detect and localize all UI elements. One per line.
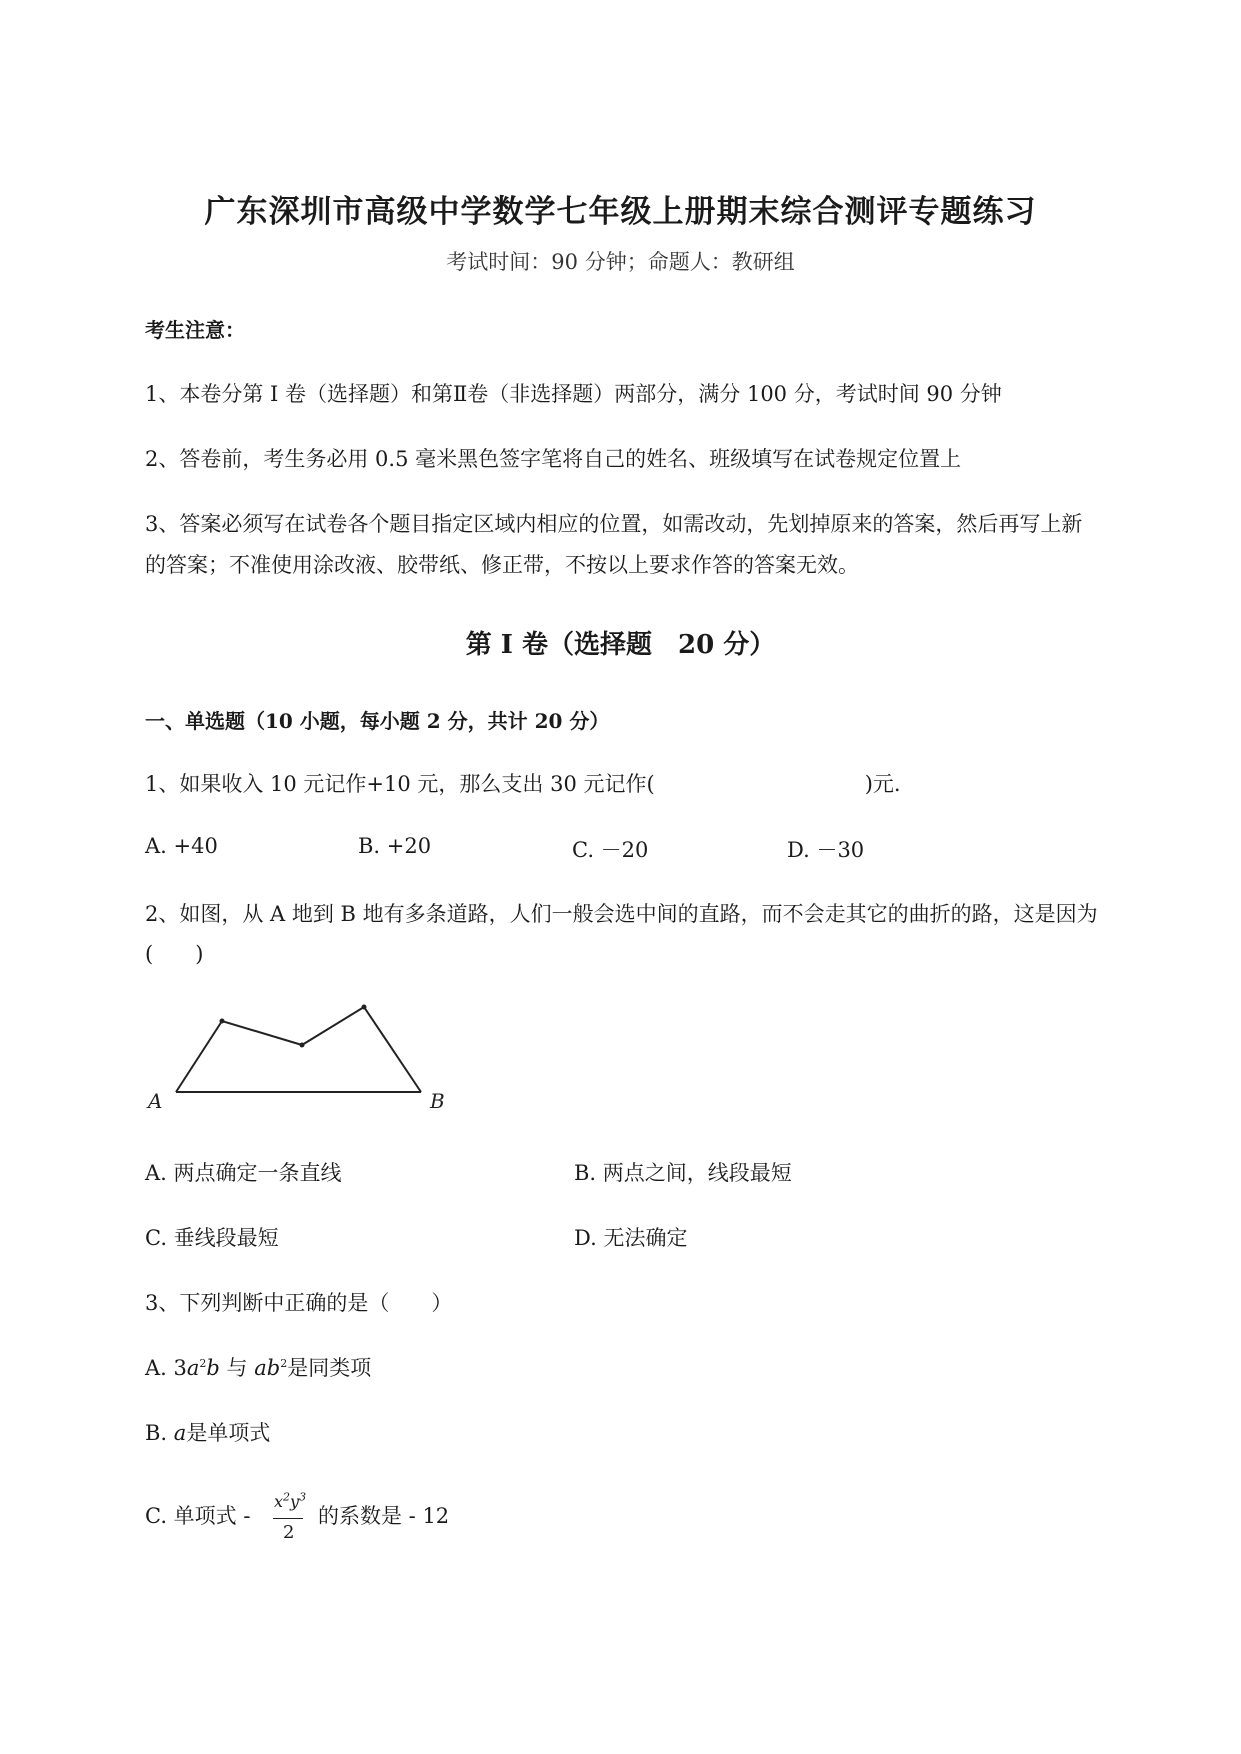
notice-item-2: 2、答卷前，考生务必用 0.5 毫米黑色签字笔将自己的姓名、班级填写在试卷规定位置上 (145, 447, 962, 471)
notice-item-3: 3、答案必须写在试卷各个题目指定区域内相应的位置，如需改动，先划掉原来的答案，然后再写上新 (145, 512, 1083, 536)
fraction-numerator: $x^2y^3$ (274, 1490, 307, 1511)
section-title: 第 I 卷（选择题 20 分） (465, 630, 776, 660)
q3-a-mid: 与 (219, 1356, 255, 1380)
q2-option-a: A. 两点确定一条直线 (145, 1161, 342, 1185)
path-vertex (220, 1019, 225, 1024)
fraction-bar (273, 1518, 303, 1519)
path-vertex (362, 1005, 367, 1010)
q1-option-a: A. +40 (145, 834, 218, 858)
winding-path (176, 1007, 421, 1092)
part-heading: 一、单选题（10 小题，每小题 2 分，共计 20 分） (145, 709, 610, 733)
q1-option-b: B. +20 (358, 834, 432, 858)
q2-stem-paren: ( ) (145, 942, 204, 966)
q2-route-figure (140, 996, 460, 1116)
q3-stem: 3、下列判断中正确的是（ ） (145, 1291, 453, 1315)
q3-option-a (145, 1352, 371, 1382)
q3-a-term-ab: ab (254, 1356, 281, 1380)
q2-option-c: C. 垂线段最短 (145, 1226, 279, 1250)
q3-a-exp2: 2 (280, 1357, 288, 1370)
q3-b-prefix: B. (145, 1421, 174, 1445)
exam-subtitle: 考试时间：90 分钟；命题人：教研组 (446, 250, 795, 274)
q3-a-prefix: A. 3 (145, 1356, 187, 1380)
q3-a-var-a: a (186, 1356, 200, 1380)
q3-b-var-a: a (173, 1421, 187, 1445)
notice-item-3-continued: 的答案；不准使用涂改液、胶带纸、修正带，不按以上要求作答的答案无效。 (145, 553, 859, 577)
q3-option-b (145, 1417, 270, 1447)
point-b-label: B (430, 1089, 445, 1113)
fraction-denominator: 2 (283, 1522, 295, 1543)
q3-b-suffix: 是单项式 (186, 1421, 271, 1445)
q1-option-c: C. －20 (572, 838, 649, 862)
q2-option-d: D. 无法确定 (574, 1226, 688, 1250)
q3-option-c-prefix: C. 单项式 - (145, 1504, 251, 1528)
q1-stem: 1、如果收入 10 元记作+10 元，那么支出 30 元记作( )元. (145, 772, 901, 796)
notice-heading: 考生注意： (145, 318, 245, 342)
path-vertex (300, 1043, 305, 1048)
q3-a-suffix: 是同类项 (287, 1356, 372, 1380)
point-a-label: A (148, 1089, 163, 1113)
q3-a-exp: 2 (199, 1357, 207, 1370)
notice-item-1: 1、本卷分第 I 卷（选择题）和第Ⅱ卷（非选择题）两部分，满分 100 分，考试时间 90 分钟 (145, 382, 1002, 406)
q3-c-fraction (273, 1490, 307, 1550)
exam-title: 广东深圳市高级中学数学七年级上册期末综合测评专题练习 (204, 194, 1037, 230)
q3-a-var-b: b (206, 1356, 220, 1380)
q2-stem: 2、如图，从 A 地到 B 地有多条道路，人们一般会选中间的直路，而不会走其它的曲折的路，这是因为 (145, 902, 1098, 926)
q3-option-c-suffix: 的系数是 - 12 (318, 1504, 450, 1528)
q2-option-b: B. 两点之间，线段最短 (574, 1161, 792, 1185)
q1-option-d: D. －30 (787, 838, 865, 862)
